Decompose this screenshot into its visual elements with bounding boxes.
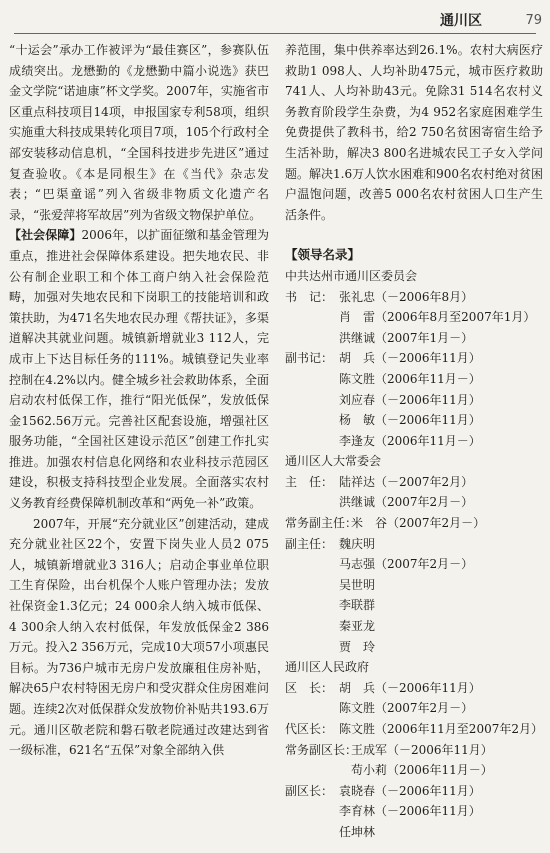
leader-entry xyxy=(285,595,543,616)
page-number: 79 xyxy=(525,13,542,28)
section-label-social-security: 【社会保障】 xyxy=(9,228,82,243)
leader-name: 陈文胜（2006年11月至2007年2月） xyxy=(339,722,543,736)
leader-role: 副区长： xyxy=(285,783,334,798)
leader-entry xyxy=(285,575,543,596)
social-security-2006-text: 2006年，以扩面征缴和基金管理为重点，推进社会保障体系建设。把失地农民、非公有制企业职工和个体工商户纳入社会保险范畴，加强对失地农民和下岗职工的技能培训和政策扶助，为471名失地农民办理《帮扶证》，多渠道解决其就业问题。城镇新增就业3 112人，完成市上下达目标任务的111%。城镇登记失业率控制在4.2%以内。健全城乡社会救助体系，全面启动农村低保工作，推行“阳光低保”，发放低保金1562.56万元。完善社区配套设施，增强社区服务功能，“全国社区建设示范区”创建工作扎实推进。加强农村信息化网络和农业科技示范园区建设，积极支持科技型企业发展。全面落实农村义务教育经费保障机制改革和“两免一补”政策。 xyxy=(9,228,269,511)
org-government: 通川区人民政府 xyxy=(285,660,370,675)
leader-entry xyxy=(285,492,543,513)
leader-entry xyxy=(285,287,543,308)
leader-name: 陈文胜（2006年11月－） xyxy=(339,371,481,386)
leader-name: 米 谷（2007年2月－） xyxy=(351,516,486,531)
leader-entry xyxy=(285,513,543,534)
leader-entry xyxy=(285,307,543,328)
leader-entry xyxy=(285,781,543,802)
leader-entry xyxy=(285,534,543,555)
leader-role: 常务副区长： xyxy=(285,742,358,757)
leader-name: 肖 雷（2006年8月至2007年1月） xyxy=(339,310,536,325)
leader-entry xyxy=(285,698,543,719)
leader-name: 杨 敏（－2006年11月） xyxy=(339,413,481,428)
leader-name: 洪继诚（2007年2月－） xyxy=(339,495,474,510)
leader-entry xyxy=(285,554,543,575)
leader-entry xyxy=(285,431,543,452)
leader-entry xyxy=(285,390,543,411)
leader-entry xyxy=(285,369,543,390)
paragraph-social-security-2006 xyxy=(9,225,269,513)
leader-entry xyxy=(285,637,543,658)
leader-entry xyxy=(285,678,543,699)
leader-name: 任坤林 xyxy=(339,824,376,839)
paragraph-social-security-2007: 2007年，开展“充分就业区”创建活动，建成充分就业社区22个，安置下岗失业人员2 075人，城镇新增就业3 316人；启动企事业单位职工生育保险，出台机保个人账户管理办法；发放社保资金1.3亿元；24 000余人纳入城市低保、4 300余人纳入农村低保，年发放低保金2 386万元。投入2 356万元，完成10大项57小项惠民目标。为736户城市无房户发放廉租住房补贴，解决65户农村特困无房户和受灾群众住房困难问题。连续2次对低保群众发放物价补贴共193.6万元。通川区敬老院和磐石敬老院通过改建达到省一级标准，621名“五保”对象全部纳入供 xyxy=(9,516,269,758)
leader-entry xyxy=(285,472,543,493)
leader-role: 副主任： xyxy=(285,536,334,551)
leader-name: 王成军（－2006年11月） xyxy=(351,742,493,757)
leader-role: 书 记： xyxy=(285,289,334,304)
header-rule xyxy=(14,33,536,34)
org-peoples-congress: 通川区人大常委会 xyxy=(285,454,382,469)
leader-entry xyxy=(285,740,543,761)
party-committee-list xyxy=(285,287,543,452)
leader-entry xyxy=(285,822,543,843)
leader-role: 常务副主任： xyxy=(285,516,358,531)
leader-role: 区 长： xyxy=(285,680,334,695)
leader-entry xyxy=(285,801,543,822)
leader-name: 胡 兵（－2006年11月） xyxy=(339,351,481,366)
leader-name: 李逢友（2006年11月－） xyxy=(339,433,481,448)
org-party-committee: 中共达州市通川区委员会 xyxy=(285,268,418,283)
leader-name: 秦亚龙 xyxy=(339,619,376,634)
leader-name: 贾 玲 xyxy=(339,639,376,654)
leader-name: 吴世明 xyxy=(339,577,376,592)
leader-name: 魏庆明 xyxy=(339,536,376,551)
leader-name: 陈文胜（2007年2月－） xyxy=(339,701,474,716)
paragraph-culture-tech: “十运会”承办工作被评为“最佳赛区”，参赛队伍成绩突出。龙懋勤的《龙懋勤中篇小说选》获巴金文学院“诺迪康”杯文学奖。2007年，实施省市区重点科技项目14项，申报国家专利58项，组织实施重大科技成果转化项目7项，105个行政村全部安装移动信息机，“全国科技进步先进区”通过复查验收。《本是同根生》在《当代》杂志发表；“巴渠童谣”列入省级非物质文化遗产名录，“张爱萍将军故居”列为省级文物保护单位。 xyxy=(9,43,269,222)
government-list xyxy=(285,678,543,843)
leader-name: 刘应春（－2006年11月） xyxy=(339,392,481,407)
leader-role: 代区长： xyxy=(285,722,334,736)
leader-entry xyxy=(285,410,543,431)
leader-name: 胡 兵（－2006年11月） xyxy=(339,680,481,695)
leader-name: 洪继诚（2007年1月－） xyxy=(339,330,474,345)
leader-entry xyxy=(285,328,543,349)
peoples-congress-list xyxy=(285,472,543,657)
section-tag: 通川区 xyxy=(440,13,482,29)
page-header xyxy=(0,0,550,38)
leader-entry xyxy=(285,760,543,781)
paragraph-continued: 养范围，集中供养率达到26.1%。农村大病医疗救助1 098人、人均补助475元，城市医疗救助741人、人均补助43元。免除31 514名农村义务教育阶段学生杂费，为4 952名家庭困难学生免费提供了教科书，给2 750名贫困寄宿生给予生活补助，解决3 800名进城农民工子女入学问题。解决1.6万人饮水困难和900名农村绝对贫困户温饱问题，改善5 000名农村贫困人口生产生活条件。 xyxy=(285,43,543,222)
leader-entry xyxy=(285,616,543,637)
leader-name: 苟小莉（2006年11月－） xyxy=(351,763,493,778)
right-column xyxy=(285,40,543,843)
leader-name: 陆祥达（－2007年2月） xyxy=(339,474,474,489)
leader-name: 李育林（－2006年11月） xyxy=(339,804,481,819)
leader-name: 李联群 xyxy=(339,598,376,613)
leader-entry xyxy=(285,719,543,740)
leader-entry xyxy=(285,348,543,369)
leader-name: 袁晓春（－2006年11月） xyxy=(339,783,481,798)
leader-role: 主 任： xyxy=(285,474,334,489)
leader-name: 张礼忠（－2006年8月） xyxy=(339,289,474,304)
leaders-heading: 【领导名录】 xyxy=(285,247,361,263)
left-column xyxy=(9,40,269,761)
leader-role: 副书记： xyxy=(285,351,334,366)
leader-name: 马志强（2007年2月－） xyxy=(339,557,474,572)
